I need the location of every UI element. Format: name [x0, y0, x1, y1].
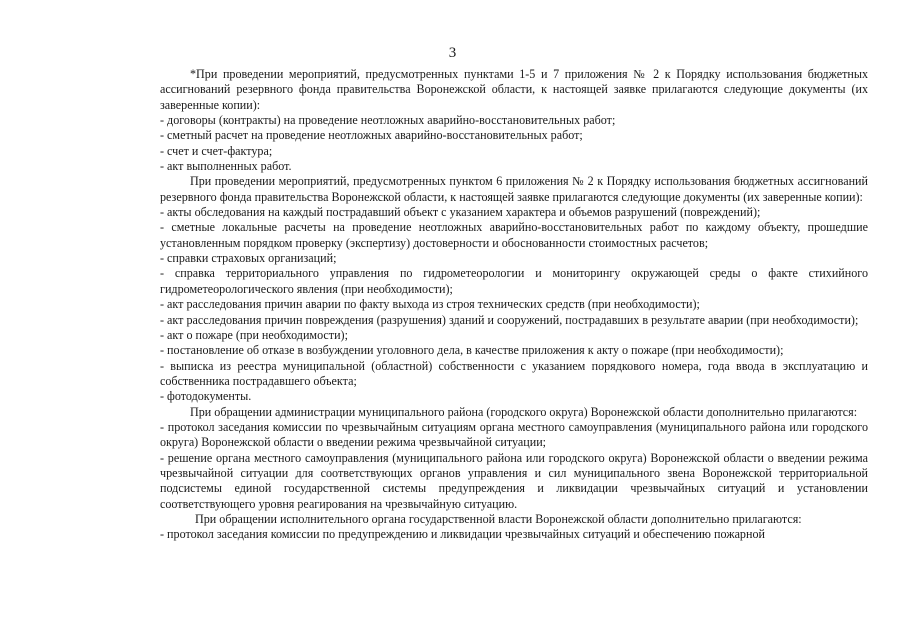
list-item: - протокол заседания комиссии по чрезвычайным ситуациям органа местного самоуправления (муниципального района или городского округа) Воронежской области о введении режима чрезвычайной ситуации;	[160, 419, 868, 450]
list-item: - акты обследования на каждый пострадавший объект с указанием характера и объемов разрушений (повреждений);	[160, 205, 761, 220]
list-item: - акт выполненных работ.	[160, 159, 292, 174]
list-item: - справка территориального управления по гидрометеорологии и мониторингу окружающей среды о факте стихийного гидрометеорологического явления (при необходимости);	[160, 266, 868, 296]
list-item: - постановление об отказе в возбуждении уголовного дела, в качестве приложения к акту о пожаре (при необходимости);	[160, 343, 784, 358]
paragraph-executive-authority: При обращении исполнительного органа государственной власти Воронежской области дополнительно прилагаются:	[195, 511, 802, 526]
list-item: - счет и счет-фактура;	[160, 143, 273, 158]
paragraph-attachments-items-1-5-7: *При проведении мероприятий, предусмотренных пунктами 1-5 и 7 приложения № 2 к Порядку использования бюджетных ассигнований резервного фонда правительства Воронежской области, к настоящей заявке прилагаются следующие документы (их заверенные копии):	[160, 67, 868, 112]
list-item: - решение органа местного самоуправления (муниципального района или городского округа) Воронежской области о введении режима чрезвычайной ситуации для соответствующих органов управления и сил муниципального звена Воронежской территориальной подсистемы единой государственной системы предупреждения и ликвидации чрезвычайных ситуаций и установлении соответствующего уровня реагирования на чрезвычайную ситуацию.	[160, 450, 868, 511]
list-item: - акт расследования причин повреждения (разрушения) зданий и сооружений, пострадавших в результате аварии (при необходимости);	[160, 312, 859, 327]
list-item: - акт о пожаре (при необходимости);	[160, 327, 348, 342]
list-item: - акт расследования причин аварии по факту выхода из строя технических средств (при необходимости);	[160, 297, 700, 312]
paragraph-attachments-item-6: При проведении мероприятий, предусмотренных пунктом 6 приложения № 2 к Порядку использования бюджетных ассигнований резервного фонда правительства Воронежской области, к настоящей заявке прилагаются следующие документы (их заверенные копии):	[160, 174, 868, 204]
list-item: - договоры (контракты) на проведение неотложных аварийно-восстановительных работ;	[160, 113, 616, 128]
list-item: - сметный расчет на проведение неотложных аварийно-восстановительных работ;	[160, 128, 583, 143]
list-item: - сметные локальные расчеты на проведение неотложных аварийно-восстановительных работ по каждому объекту, прошедшие установленным порядком проверку (экспертизу) достоверности и обоснованности стоимостных расчетов;	[160, 220, 868, 250]
list-item: - фотодокументы.	[160, 389, 252, 404]
list-item: - справки страховых организаций;	[160, 251, 337, 266]
page-number: 3	[448, 45, 457, 61]
list-item: - выписка из реестра муниципальной (областной) собственности с указанием порядкового номера, года ввода в эксплуатацию и собственника пострадавшего объекта;	[160, 358, 868, 388]
paragraph-municipal-administration: При обращении администрации муниципального района (городского округа) Воронежской области дополнительно прилагаются:	[190, 404, 858, 419]
list-item: - протокол заседания комиссии по предупреждению и ликвидации чрезвычайных ситуаций и обеспечению пожарной	[160, 527, 765, 542]
document-body	[160, 67, 868, 543]
